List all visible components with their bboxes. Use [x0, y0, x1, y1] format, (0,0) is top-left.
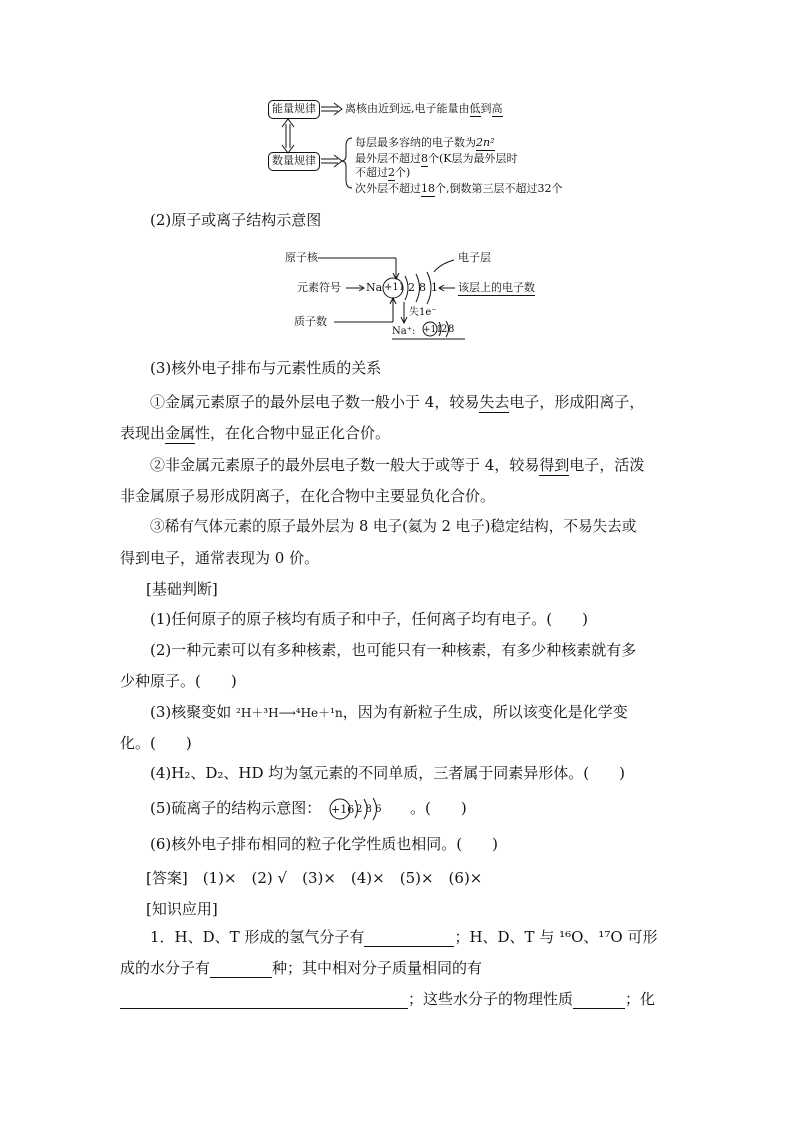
question-5: (5)硫离子的结构示意图： — [150, 799, 322, 817]
basic-judgement-title: [基础判断] — [146, 580, 218, 598]
shell-3-count: 1 — [431, 281, 438, 294]
count-box: 数量规律 — [268, 152, 320, 171]
apply-1-line-1: 1．H、D、T 形成的氢气分子有 ；H、D、T 与 ¹⁶O、¹⁷O 可形 — [150, 928, 658, 946]
shell-1-count: 2 — [408, 281, 415, 294]
answer: [答案] (1)× (2) √ (3)× (4)× (5)× (6)× — [146, 869, 483, 887]
knowledge-application-title: [知识应用] — [146, 900, 218, 918]
lose-electron-label: 失1e⁻ — [409, 307, 437, 318]
count-rule-2b: 不超过2个) — [355, 166, 411, 179]
section-2-title: (2)原子或离子结构示意图 — [150, 211, 322, 229]
para-3-line-1: ③稀有气体元素的原子最外层为 8 电子(氦为 2 电子)稳定结构，不易失去或 — [150, 518, 637, 535]
question-2-line-1: (2)一种元素可以有多种核素，也可能只有一种核素，有多少种核素就有多 — [150, 641, 637, 659]
nucleus-label: 原子核 — [285, 251, 318, 264]
blank-2[interactable] — [210, 960, 272, 978]
count-rule-1: 每层最多容纳的电子数为2n² — [355, 136, 495, 149]
shell-2-count: 8 — [419, 281, 426, 294]
ion-charge: +11 — [423, 325, 442, 335]
question-4: (4)H₂、D₂、HD 均为氢元素的不同单质，三者属于同素异形体。( ) — [150, 764, 625, 782]
sulfide-electrons: 2 8 6 — [356, 804, 382, 815]
ion-shell-1: 2 — [441, 324, 448, 335]
blank-4[interactable] — [573, 991, 625, 1009]
question-3-line-1: (3)核聚变如 ²H＋³H⟶⁴He＋¹n，因为有新粒子生成，所以该变化是化学变 — [150, 703, 628, 721]
para-2-line-2: 非金属原子易形成阴离子，在化合物中主要显负化合价。 — [120, 487, 496, 505]
energy-box: 能量规律 — [268, 100, 320, 119]
para-1-line-1: ①金属元素原子的最外层电子数一般小于 4，较易失去电子，形成阳离子， — [150, 393, 645, 411]
apply-1-line-2: 成的水分子有 种；其中相对分子质量相同的有 — [120, 959, 483, 977]
question-5-end: 。( ) — [410, 799, 467, 817]
atom-diagram-lines — [0, 0, 794, 360]
nuclear-charge: +11 — [384, 282, 406, 293]
question-3-line-2: 化。( ) — [120, 734, 192, 752]
blank-1[interactable] — [364, 929, 454, 947]
ion-label: Na⁺: — [392, 326, 416, 337]
question-1: (1)任何原子的原子核均有质子和中子，任何离子均有电子。( ) — [150, 610, 588, 628]
question-6: (6)核外电子排布相同的粒子化学性质也相同。( ) — [150, 835, 498, 853]
para-3-line-2: 得到电子，通常表现为 0 价。 — [120, 549, 320, 567]
count-rule-3: 次外层不超过18个,倒数第三层不超过32个 — [355, 182, 563, 195]
section-3-title: (3)核外电子排布与元素性质的关系 — [150, 359, 382, 377]
ion-shell-2: 8 — [448, 324, 455, 335]
count-label: 该层上的电子数 — [458, 281, 535, 294]
blank-3[interactable] — [120, 991, 408, 1009]
para-1-line-2: 表现出金属性，在化合物中显正化合价。 — [120, 424, 391, 442]
count-rule-2a: 最外层不超过8个(K层为最外层时 — [355, 152, 518, 165]
energy-rule-text: 离核由近到远,电子能量由低到高 — [345, 102, 503, 115]
fusion-equation: ²H＋³H⟶⁴He＋¹n — [236, 706, 343, 720]
sulfide-charge: +16 — [331, 803, 355, 816]
element-symbol: Na — [366, 281, 383, 294]
shell-label: 电子层 — [458, 251, 491, 264]
apply-1-line-3: ；这些水分子的物理性质 ；化 — [120, 989, 655, 1009]
proton-label: 质子数 — [294, 315, 327, 328]
para-2-line-1: ②非金属元素原子的最外层电子数一般大于或等于 4，较易得到电子，活泼 — [150, 456, 645, 474]
question-2-line-2: 少种原子。( ) — [120, 672, 237, 690]
symbol-label: 元素符号 — [297, 281, 341, 294]
